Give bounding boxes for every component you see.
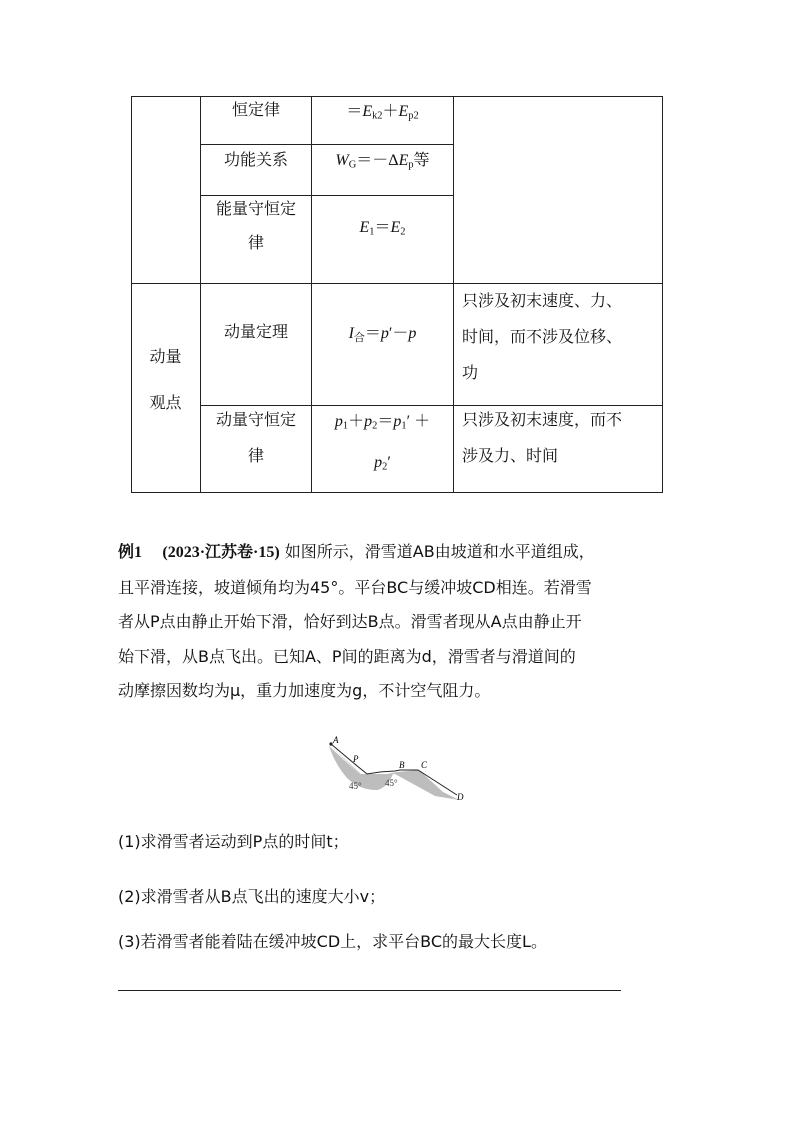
table-note-line: 时间，而不涉及位移、 [462, 327, 623, 346]
table-group-label: 观点 [149, 393, 182, 412]
table-cell-note [462, 402, 662, 474]
question-3: (3)若滑雪者能着陆在缓冲坡CD上，求平台BC的最大长度L。 [118, 932, 547, 951]
example-source: (2023·江苏卷·15) [162, 544, 280, 561]
table-cell-method: 功能关系 [223, 150, 288, 169]
table-col-divider [453, 96, 454, 493]
label-angle2: 45° [385, 778, 398, 788]
example-line: 始下滑，从B点飞出。已知A、P间的距离为d，滑雪者与滑道间的 [118, 646, 576, 666]
example-text: 如图所示，滑雪道AB由坡道和水平道组成， [284, 542, 595, 561]
answer-line [118, 990, 621, 991]
table-cell-note [462, 283, 662, 391]
table-cell-method [200, 192, 312, 260]
table-cell-method: 动量定理 [223, 322, 288, 341]
table-bottom-border [131, 492, 663, 493]
table-cell-method-line: 律 [247, 233, 264, 252]
label-a: A [333, 735, 339, 745]
example-label: 例1 [118, 544, 143, 561]
table-cell-formula: $p_1+p_2=p_1'$ ＋ $p_2'$ [334, 413, 431, 473]
label-d: D [457, 792, 464, 802]
example-line: 且平滑连接，坡道倾角均为45°。平台BC与缓冲坡CD相连。若滑雪 [118, 577, 592, 597]
question-2: (2)求滑雪者从B点飞出的速度大小v； [118, 887, 386, 906]
table-cell-method [200, 402, 312, 474]
table-left-border [131, 96, 132, 493]
label-c: C [421, 760, 428, 770]
table-cell-method-line: 动量守恒定 [215, 410, 296, 429]
table-cell-formula: $W_G=-\Delta E_p$等 [335, 150, 430, 171]
example-line [118, 535, 678, 571]
ski-slope-figure [325, 734, 475, 804]
table-group-momentum [131, 334, 200, 426]
example-line: 者从P点由静止开始下滑，恰好到达B点。滑雪者现从A点由静止开 [118, 612, 582, 631]
table-cell-formula: $=E_{k2}+E_{p2}$ [346, 103, 419, 122]
example-problem [118, 535, 678, 709]
table-cell-formula: $E_1=E_2$ [359, 219, 406, 238]
label-p: P [353, 754, 359, 764]
table-group-label: 动量 [149, 347, 182, 366]
table-note-line: 只涉及初末速度、力、 [462, 291, 623, 310]
table-cell-method-line: 能量守恒定 [215, 199, 296, 218]
table-cell-method: 恒定律 [231, 100, 280, 119]
table-note-line: 涉及力、时间 [462, 446, 559, 465]
table-right-border [662, 96, 663, 493]
table-note-line: 功 [462, 363, 479, 382]
label-b: B [399, 760, 405, 770]
example-line: 动摩擦因数均为μ，重力加速度为g，不计空气阻力。 [118, 681, 491, 700]
table-cell-formula: I合＝p′－p [348, 325, 417, 344]
question-1: (1)求滑雪者运动到P点的时间t； [118, 832, 349, 851]
label-angle1: 45° [349, 781, 362, 791]
table-note-line: 只涉及初末速度，而不 [462, 410, 623, 429]
table-cell-method-line: 律 [247, 446, 264, 465]
